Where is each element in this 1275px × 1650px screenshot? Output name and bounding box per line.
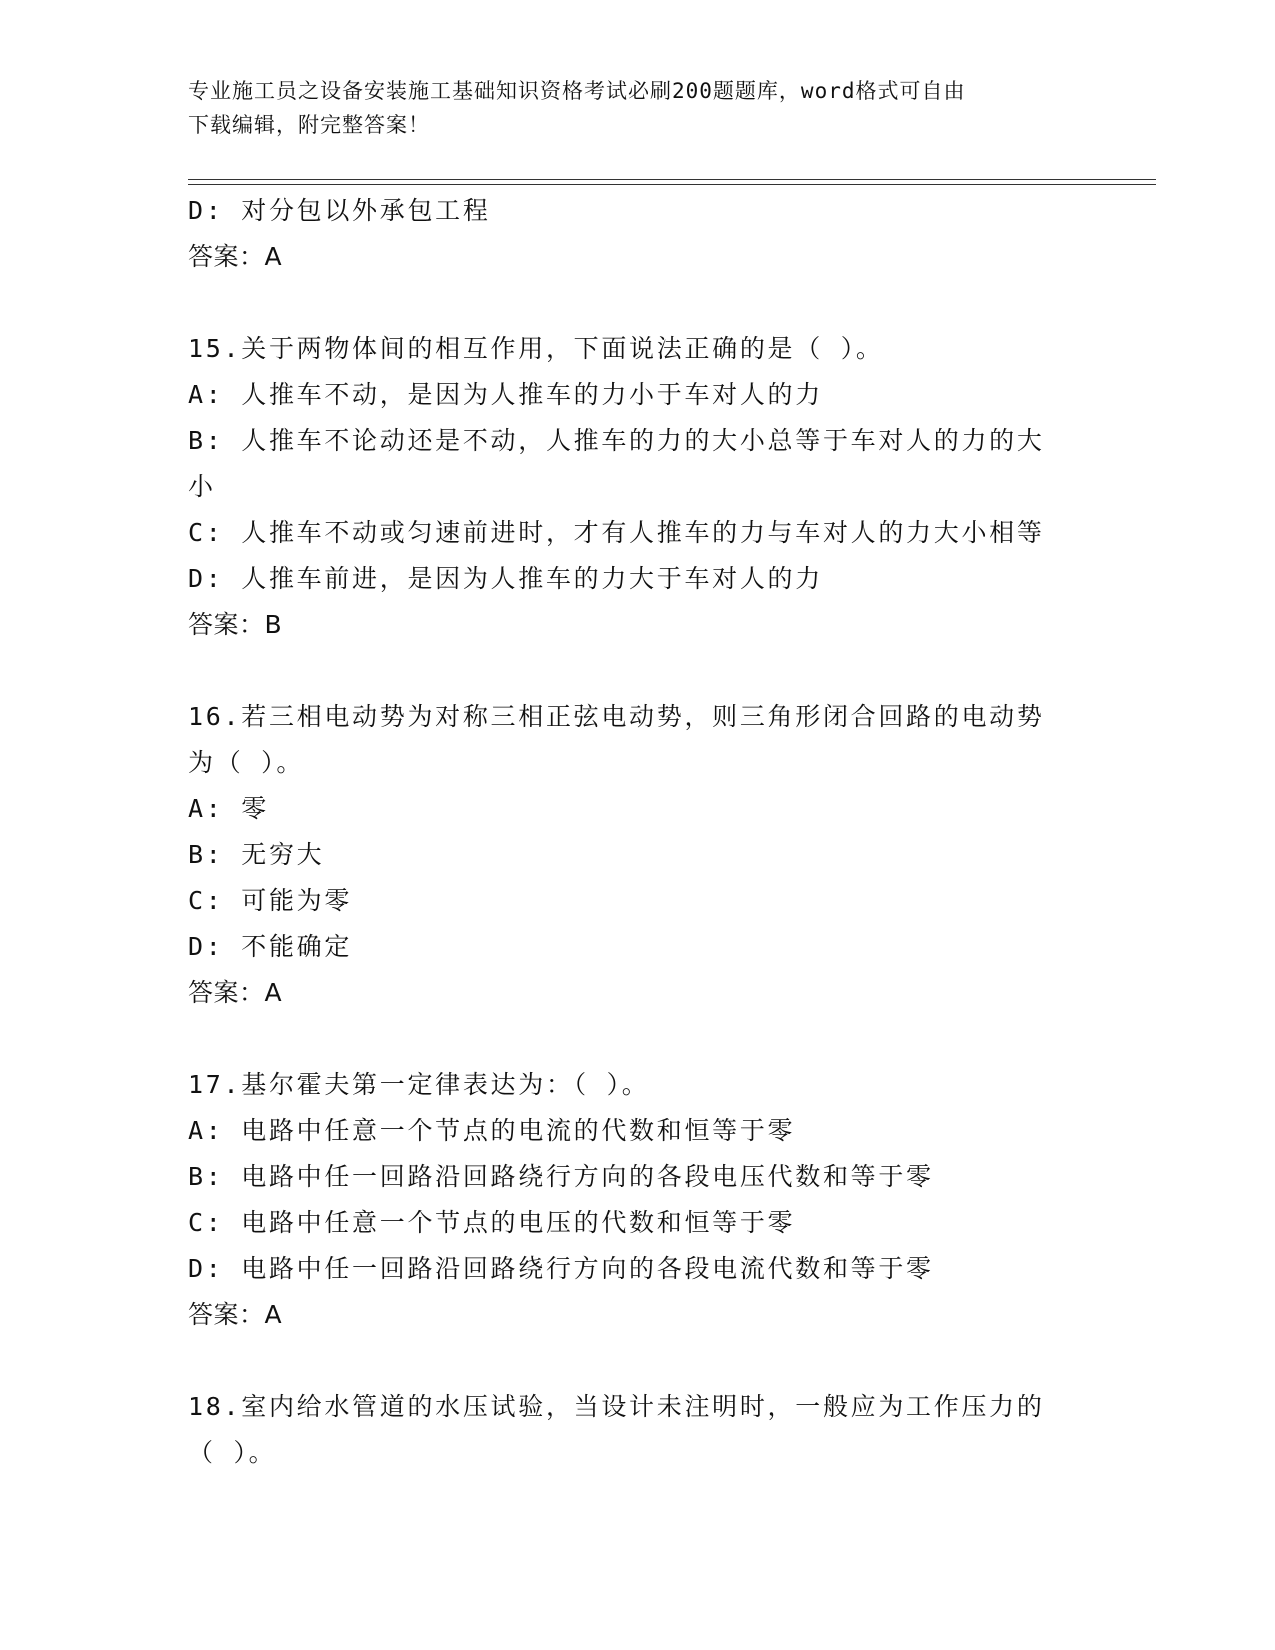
option-b: B: 无穷大 <box>188 840 325 869</box>
spacer <box>188 1016 1088 1062</box>
question-stem: 18.室内给水管道的水压试验，当设计未注明时，一般应为工作压力的 <box>188 1392 1045 1421</box>
question-stem: 17.基尔霍夫第一定律表达为：（ ）。 <box>188 1070 650 1099</box>
header-divider-top <box>188 179 1156 180</box>
question-stem-continued: 为（ ）。 <box>188 748 305 777</box>
answer-line: 答案：B <box>188 610 283 639</box>
option-c: C: 人推车不动或匀速前进时，才有人推车的力与车对人的力大小相等 <box>188 518 1045 547</box>
spacer <box>188 648 1088 694</box>
option-b: B: 电路中任一回路沿回路绕行方向的各段电压代数和等于零 <box>188 1162 934 1191</box>
option-d: D: 不能确定 <box>188 932 353 961</box>
option-d: D: 电路中任一回路沿回路绕行方向的各段电流代数和等于零 <box>188 1254 934 1283</box>
header-line-1: 专业施工员之设备安装施工基础知识资格考试必刷200题题库，word格式可自由 <box>188 79 966 103</box>
header-line-2: 下载编辑，附完整答案！ <box>188 113 430 137</box>
question-stem: 16.若三相电动势为对称三相正弦电动势，则三角形闭合回路的电动势 <box>188 702 1045 731</box>
option-b: B: 人推车不论动还是不动，人推车的力的大小总等于车对人的力的大 <box>188 426 1045 455</box>
option-d: D: 人推车前进，是因为人推车的力大于车对人的力 <box>188 564 823 593</box>
option-b-continued: 小 <box>188 472 216 501</box>
spacer <box>188 1338 1088 1384</box>
document-header <box>188 74 1088 142</box>
header-divider-bottom <box>188 184 1156 185</box>
option-c: C: 电路中任意一个节点的电压的代数和恒等于零 <box>188 1208 796 1237</box>
option-d: D: 对分包以外承包工程 <box>188 196 491 225</box>
answer-line: 答案：A <box>188 978 283 1007</box>
question-stem-continued: （ ）。 <box>188 1438 277 1467</box>
answer-line: 答案：A <box>188 242 283 271</box>
question-stem: 15.关于两物体间的相互作用，下面说法正确的是（ ）。 <box>188 334 884 363</box>
answer-line: 答案：A <box>188 1300 283 1329</box>
option-c: C: 可能为零 <box>188 886 353 915</box>
option-a: A: 人推车不动，是因为人推车的力小于车对人的力 <box>188 380 823 409</box>
option-a: A: 电路中任意一个节点的电流的代数和恒等于零 <box>188 1116 796 1145</box>
option-a: A: 零 <box>188 794 269 823</box>
spacer <box>188 280 1088 326</box>
question-list <box>188 188 1088 1476</box>
